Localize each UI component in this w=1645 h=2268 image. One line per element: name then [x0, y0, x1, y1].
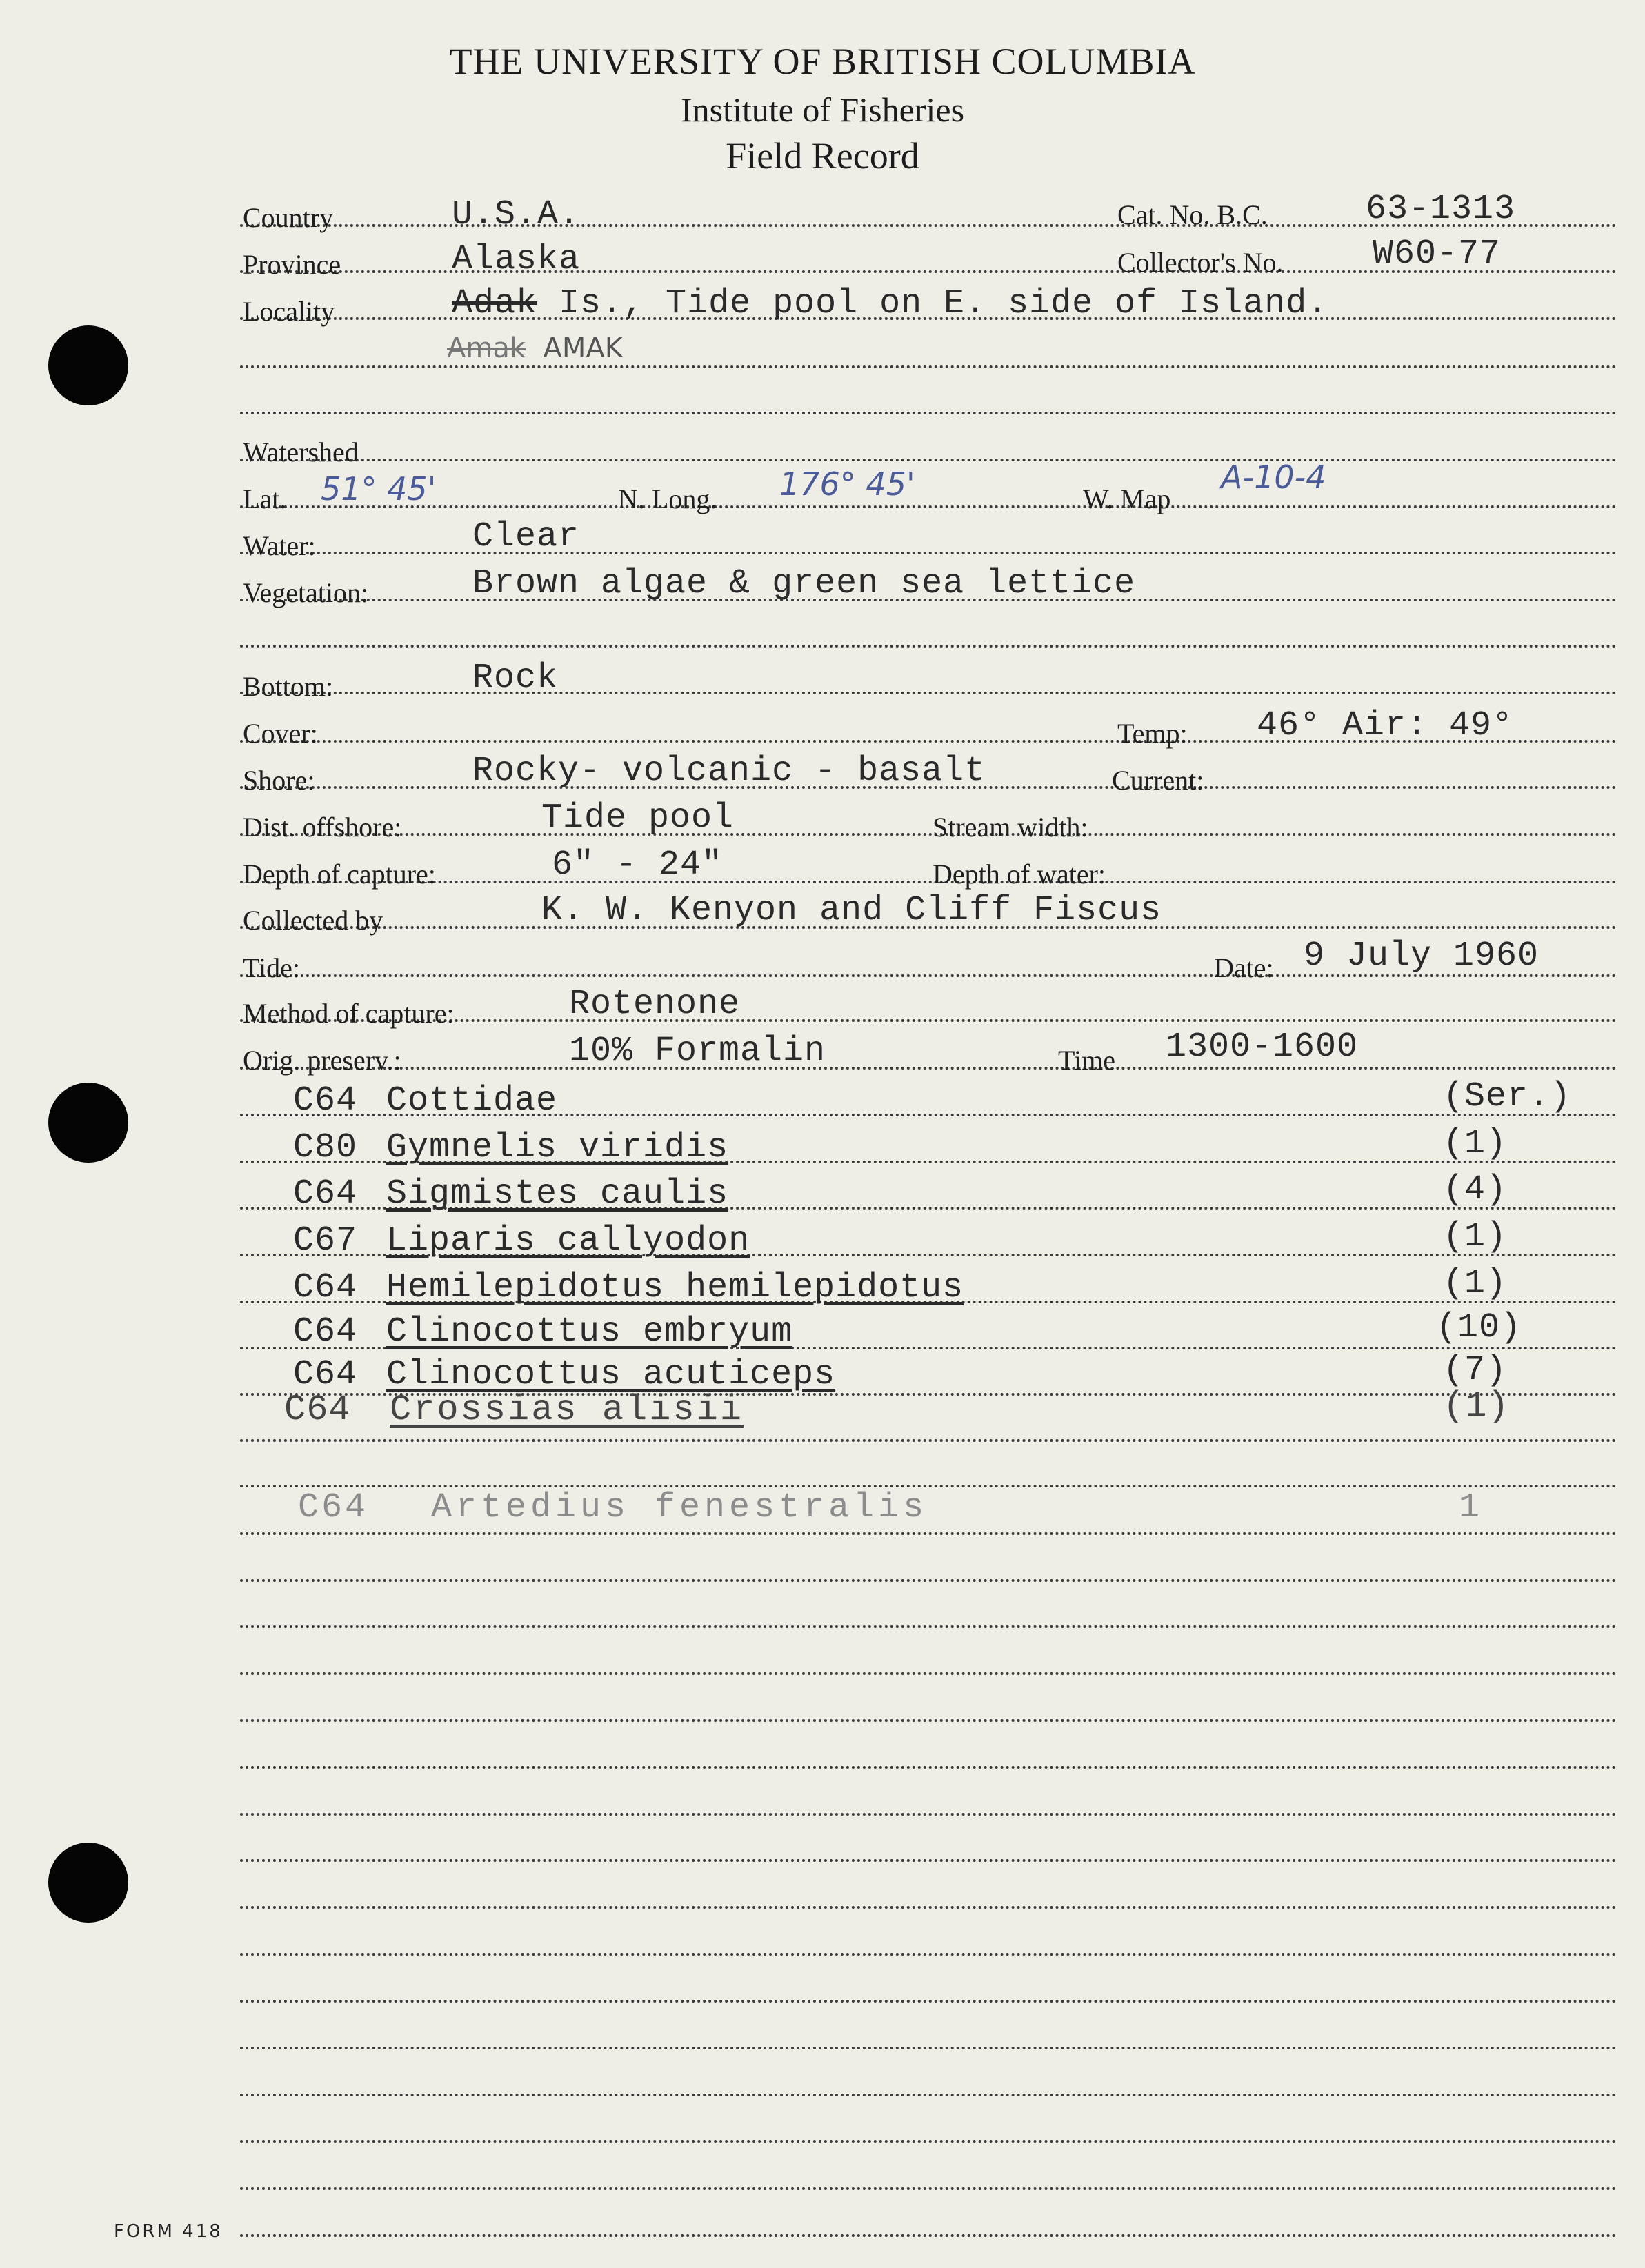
specimen-count: (4): [1443, 1170, 1508, 1210]
value-depth-capture: 6" - 24": [552, 845, 724, 885]
extra-specimen-code: C64: [298, 1488, 369, 1527]
value-time: 1300-1600: [1166, 1027, 1359, 1067]
value-vegetation: Brown algae & green sea lettice: [472, 564, 1136, 603]
specimen-code: C64: [293, 1268, 358, 1307]
rule-locality-3: [240, 412, 1617, 414]
rule-blank-16: [240, 2187, 1617, 2190]
specimen-count: (7): [1443, 1351, 1508, 1390]
value-map: A-10-4: [1221, 459, 1326, 496]
institute-title: Institute of Fisheries: [680, 90, 965, 129]
rule-locality-2: [240, 365, 1617, 368]
specimen-name: Cottidae: [386, 1081, 558, 1121]
label-dist-offshore: Dist. offshore:: [243, 812, 402, 843]
specimen-code: C67: [293, 1221, 358, 1261]
label-watershed: Watershed: [243, 436, 359, 468]
specimen-name: Gymnelis viridis: [386, 1128, 729, 1167]
label-n-long: N. Long.: [618, 483, 717, 514]
rule-blank-17: [240, 2234, 1617, 2237]
label-collected-by: Collected by: [243, 905, 383, 936]
value-collected-by: K. W. Kenyon and Cliff Fiscus: [541, 891, 1162, 930]
specimen-count: (10): [1436, 1308, 1522, 1347]
value-locality-struck: Adak: [452, 284, 538, 323]
value-water: Clear: [472, 517, 580, 556]
specimen-name: Crossias alisii: [390, 1389, 744, 1430]
rule-blank-5: [240, 1672, 1617, 1675]
binder-hole-top: [48, 325, 128, 405]
value-locality-rest: Is., Tide pool on E. side of Island.: [537, 284, 1329, 323]
rule-blank-11: [240, 1953, 1617, 1956]
rule-watershed: [240, 459, 1617, 461]
rule-blank-15: [240, 2140, 1617, 2143]
label-temp: Temp:: [1117, 718, 1188, 749]
label-tide: Tide:: [243, 952, 301, 983]
label-current: Current:: [1112, 765, 1204, 796]
value-dist-offshore: Tide pool: [541, 799, 735, 838]
rule-lat: [240, 505, 1617, 508]
label-depth-water: Depth of water:: [933, 859, 1106, 890]
value-locality: [452, 284, 1328, 323]
rule-dist: [240, 833, 1617, 836]
label-cover: Cover:: [243, 718, 318, 749]
label-depth-capture: Depth of capture:: [243, 859, 436, 890]
rule-blank-12: [240, 2000, 1617, 2003]
value-country: U.S.A.: [452, 195, 581, 234]
value-lat: 51° 45': [321, 470, 437, 508]
rule-blank-4: [240, 1625, 1617, 1628]
value-locality-hand-amak: AMAK: [543, 332, 623, 364]
rule-blank-6: [240, 1719, 1617, 1722]
value-temp: 46° Air: 49°: [1257, 706, 1514, 745]
specimen-count: (1): [1443, 1124, 1508, 1163]
university-title: THE UNIVERSITY OF BRITISH COLUMBIA: [449, 41, 1196, 82]
specimen-count: (1): [1443, 1386, 1510, 1427]
label-collector-no: Collector's No.: [1117, 247, 1284, 278]
value-orig-preserv: 10% Formalin: [569, 1032, 826, 1071]
binder-hole-middle: [48, 1083, 128, 1163]
specimen-name: Clinocottus embryum: [386, 1312, 793, 1352]
value-province: Alaska: [452, 240, 581, 279]
value-bottom: Rock: [472, 659, 559, 698]
value-shore: Rocky- volcanic - basalt: [472, 752, 986, 791]
value-collector-no: W60-77: [1373, 234, 1502, 274]
rule-water: [240, 552, 1617, 554]
rule-blank-8: [240, 1813, 1617, 1816]
rule-blank-7: [240, 1766, 1617, 1769]
value-locality-hand-struck: Amak: [447, 332, 526, 364]
value-method: Rotenone: [569, 985, 741, 1024]
specimen-name: Liparis callyodon: [386, 1221, 750, 1261]
label-orig-preserv: Orig. preserv.:: [243, 1045, 401, 1076]
specimen-code: C64: [293, 1081, 358, 1121]
form-number: FORM 418: [114, 2221, 223, 2242]
rule-preserv: [240, 1067, 1617, 1070]
extra-specimen-count: 1: [1459, 1488, 1481, 1527]
label-date: Date:: [1214, 952, 1274, 983]
specimen-count: (1): [1443, 1217, 1508, 1256]
extra-specimen-name: Artedius fenestralis: [431, 1488, 928, 1527]
specimen-name: Sigmistes caulis: [386, 1174, 729, 1214]
record-title: Field Record: [726, 135, 919, 177]
label-locality: Locality: [243, 296, 335, 327]
value-date: 9 July 1960: [1304, 936, 1539, 976]
rule-blank-3: [240, 1579, 1617, 1582]
rule-vegetation-2: [240, 645, 1617, 648]
binder-hole-bottom: [48, 1843, 128, 1923]
specimen-name: Clinocottus acuticeps: [386, 1355, 836, 1394]
specimen-name: Hemilepidotus hemilepidotus: [386, 1268, 964, 1307]
label-vegetation: Vegetation:: [243, 577, 369, 608]
specimen-code: C64: [284, 1389, 351, 1430]
value-cat-no: 63-1313: [1366, 190, 1516, 229]
specimen-count: (1): [1443, 1264, 1508, 1303]
rule-blank-13: [240, 2047, 1617, 2049]
label-cat-no: Cat. No. B.C.: [1117, 199, 1268, 230]
rule-blank-14: [240, 2094, 1617, 2096]
label-province: Province: [243, 249, 341, 280]
specimen-code: C64: [293, 1312, 358, 1352]
label-stream-width: Stream width:: [933, 812, 1088, 843]
label-water: Water:: [243, 530, 316, 561]
rule-depth: [240, 881, 1617, 883]
specimen-code: C80: [293, 1128, 358, 1167]
label-lat: Lat.: [243, 483, 287, 514]
label-shore: Shore:: [243, 765, 315, 796]
label-method: Method of capture:: [243, 998, 455, 1029]
rule-blank-9: [240, 1859, 1617, 1862]
specimen-count: (Ser.): [1443, 1077, 1572, 1116]
rule-blank-2: [240, 1532, 1617, 1535]
rule-bottom: [240, 692, 1617, 694]
rule-blank-1: [240, 1485, 1617, 1487]
specimen-code: C64: [293, 1355, 358, 1394]
specimen-code: C64: [293, 1174, 358, 1214]
label-time: Time: [1058, 1045, 1116, 1076]
value-long: 176° 45': [779, 465, 915, 503]
label-country: Country: [243, 202, 334, 233]
label-bottom: Bottom:: [243, 671, 334, 702]
rule-blank-10: [240, 1906, 1617, 1909]
value-locality-hand: [447, 332, 623, 364]
rule-spec-8: [240, 1439, 1617, 1442]
label-w-map: W. Map: [1083, 483, 1171, 514]
